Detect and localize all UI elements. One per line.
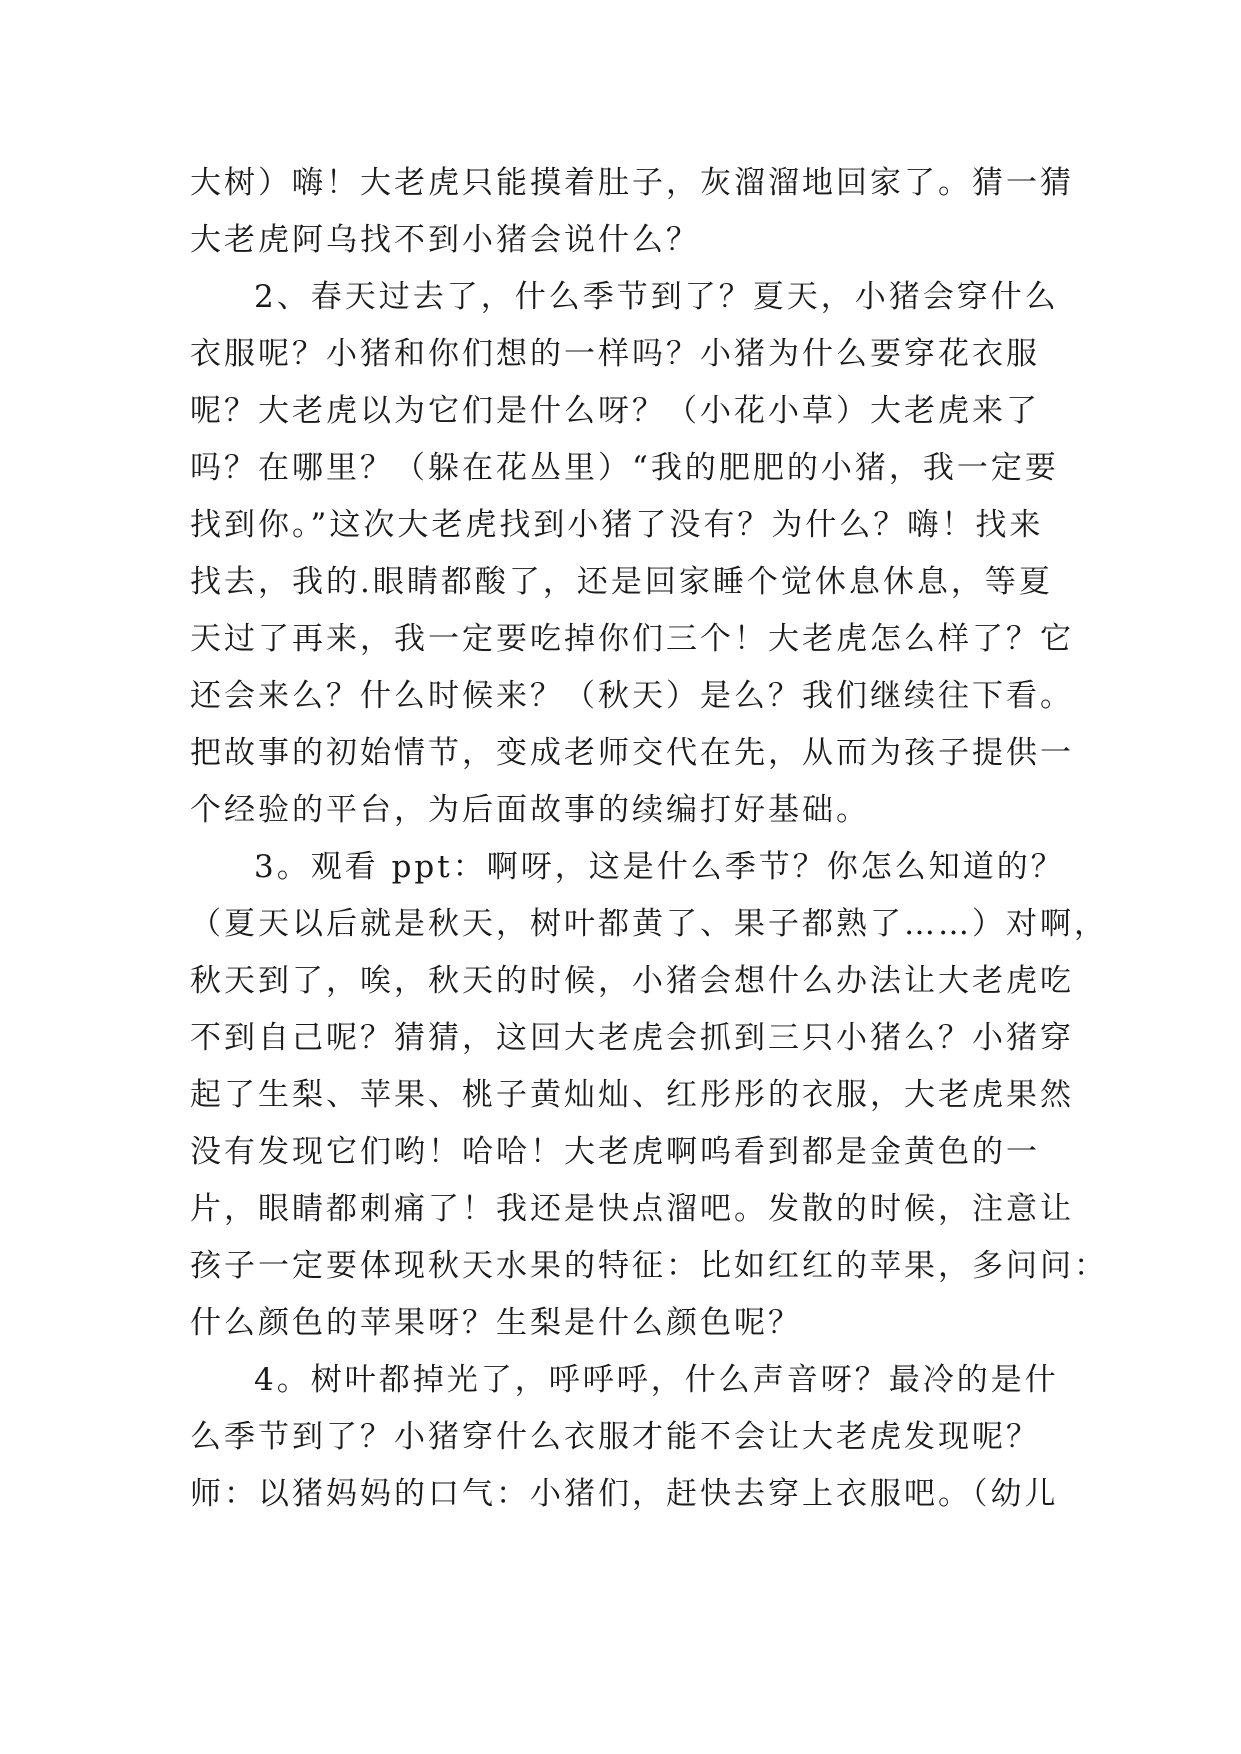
text-line: 吗？在哪里？（躲在花丛里）“我的肥肥的小猪，我一定要 (190, 450, 1059, 486)
text-line: 找到你。”这次大老虎找到小猪了没有？为什么？嗨！找来 (190, 507, 1044, 543)
text-line: 孩子一定要体现秋天水果的特征：比如红红的苹果，多问问： (190, 1248, 1108, 1284)
text-line: 天过了再来，我一定要吃掉你们三个！大老虎怎么样了？它 (190, 621, 1074, 657)
text-line: 片，眼睛都刺痛了！我还是快点溜吧。发散的时候，注意让 (190, 1191, 1074, 1227)
text-line: 大老虎阿乌找不到小猪会说什么？ (190, 222, 700, 258)
text-line: 呢？大老虎以为它们是什么呀？（小花小草）大老虎来了 (190, 393, 1040, 429)
paragraph-start-line: 2、春天过去了，什么季节到了？夏天，小猪会穿什么 (254, 279, 1059, 315)
text-line: 不到自己呢？猜猜，这回大老虎会抓到三只小猪么？小猪穿 (190, 1020, 1074, 1056)
paragraph-start-line: 3。观看 ppt：啊呀，这是什么季节？你怎么知道的？ (254, 849, 1065, 885)
document-body (190, 155, 1108, 1523)
paragraph-start-line: 4。树叶都掉光了，呼呼呼，什么声音呀？最冷的是什 (254, 1362, 1059, 1398)
text-line: 大树）嗨！大老虎只能摸着肚子，灰溜溜地回家了。猜一猜 (190, 165, 1074, 201)
text-line: 师：以猪妈妈的口气：小猪们，赶快去穿上衣服吧。（幼儿 (190, 1476, 1059, 1512)
text-line: 个经验的平台，为后面故事的续编打好基础。 (190, 792, 870, 828)
text-line: （夏天以后就是秋天，树叶都黄了、果子都熟了……）对啊， (190, 906, 1108, 942)
text-line: 起了生梨、苹果、桃子黄灿灿、红彤彤的衣服，大老虎果然 (190, 1077, 1074, 1113)
text-line: 秋天到了，唉，秋天的时候，小猪会想什么办法让大老虎吃 (190, 963, 1074, 999)
text-line: 什么颜色的苹果呀？生梨是什么颜色呢？ (190, 1305, 802, 1341)
text-line: 没有发现它们哟！哈哈！大老虎啊呜看到都是金黄色的一 (190, 1134, 1040, 1170)
text-line: 么季节到了？小猪穿什么衣服才能不会让大老虎发现呢？ (190, 1419, 1040, 1455)
text-line: 把故事的初始情节，变成老师交代在先，从而为孩子提供一 (190, 735, 1074, 771)
text-line: 还会来么？什么时候来？（秋天）是么？我们继续往下看。 (190, 678, 1074, 714)
text-line: 找去，我的.眼睛都酸了，还是回家睡个觉休息休息，等夏 (190, 564, 1053, 600)
text-line: 衣服呢？小猪和你们想的一样吗？小猪为什么要穿花衣服 (190, 336, 1040, 372)
